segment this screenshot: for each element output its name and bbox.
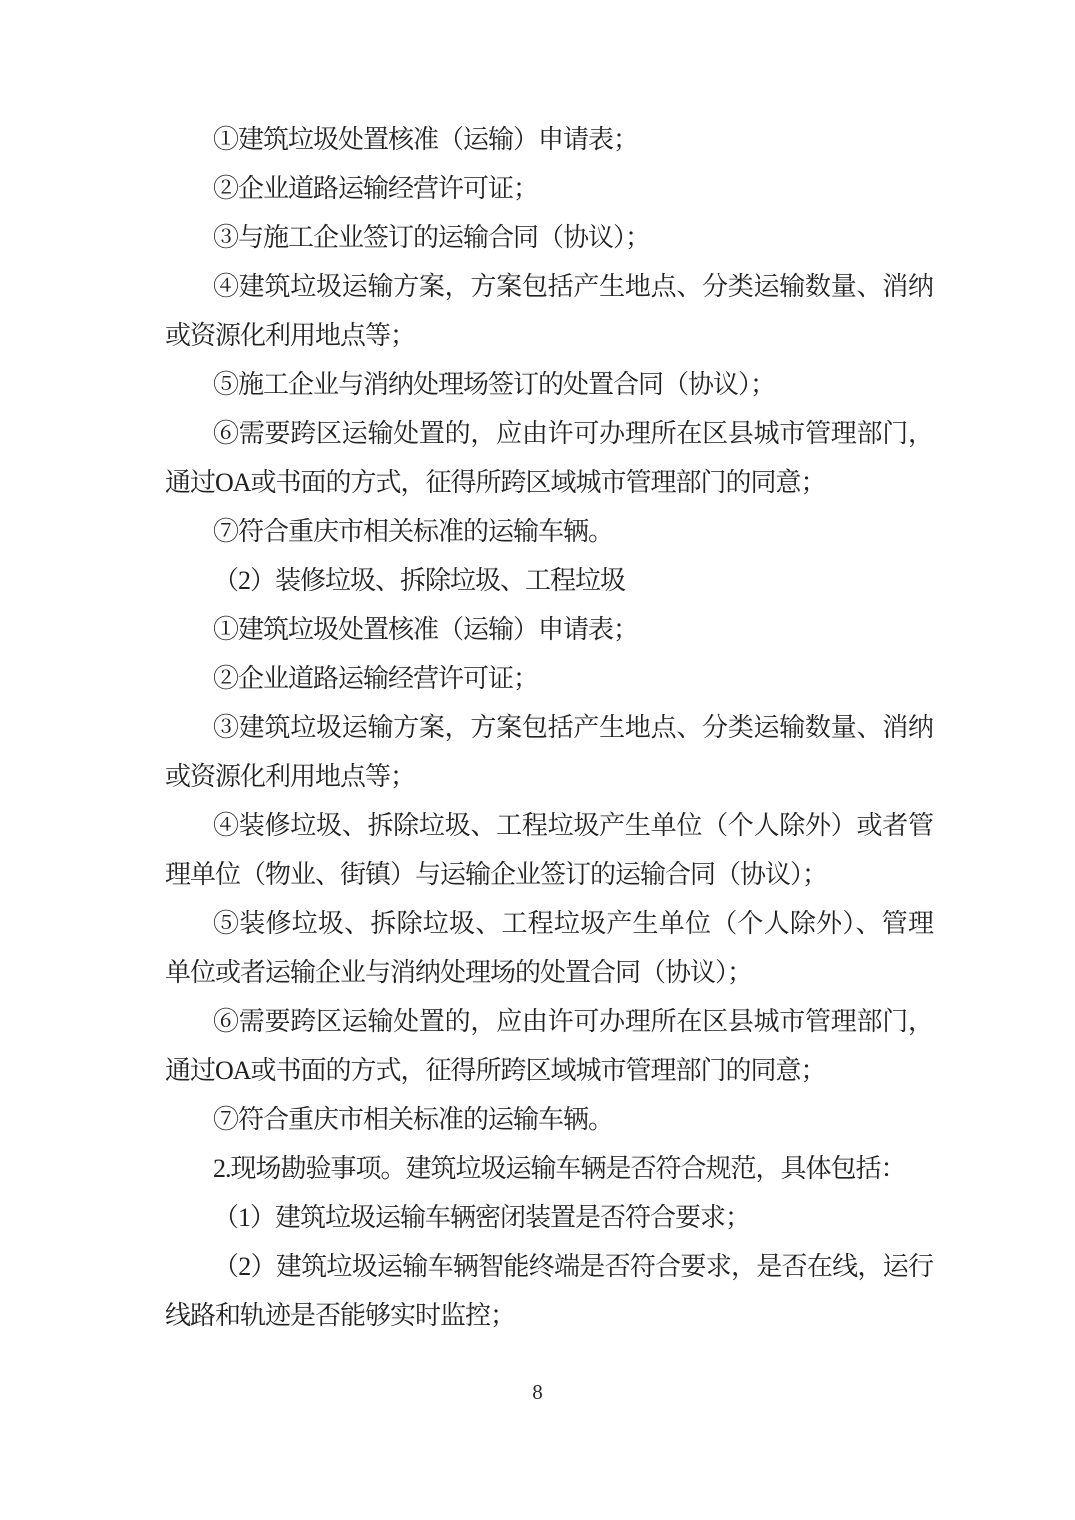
text-line: （2）装修垃圾、拆除垃圾、工程垃圾 [213,566,626,595]
text-line: 2.现场勘验事项。建筑垃圾运输车辆是否符合规范，具体包括： [213,1154,906,1183]
text-line: 或资源化利用地点等； [165,321,416,350]
text-line: 通过OA或书面的方式，征得所跨区域城市管理部门的同意； [165,468,826,497]
text-line: ①建筑垃圾处置核准（运输）申请表； [213,125,639,154]
text-line: （2）建筑垃圾运输车辆智能终端是否符合要求，是否在线，运行 [213,1252,933,1281]
text-line: （1）建筑垃圾运输车辆密闭装置是否符合要求； [213,1203,751,1232]
text-line: ⑤装修垃圾、拆除垃圾、工程垃圾产生单位（个人除外）、管理 [213,909,933,938]
text-line: 通过OA或书面的方式，征得所跨区域城市管理部门的同意； [165,1056,826,1085]
page-number: 8 [532,1380,543,1404]
text-line: ⑦符合重庆市相关标准的运输车辆。 [213,1105,614,1134]
text-line: 线路和轨迹是否能够实时监控； [165,1301,516,1330]
text-line: ⑦符合重庆市相关标准的运输车辆。 [213,517,614,546]
text-line: ①建筑垃圾处置核准（运输）申请表； [213,615,639,644]
text-line: 单位或者运输企业与消纳处理场的处置合同（协议）； [165,958,753,987]
text-line: 或资源化利用地点等； [165,762,416,791]
text-line: ③与施工企业签订的运输合同（协议）； [213,223,651,252]
text-line: 理单位（物业、街镇）与运输企业签订的运输合同（协议）； [165,860,828,889]
text-line: ②企业道路运输经营许可证； [213,174,539,203]
text-line: ③建筑垃圾运输方案，方案包括产生地点、分类运输数量、消纳 [213,713,933,742]
text-line: ④建筑垃圾运输方案，方案包括产生地点、分类运输数量、消纳 [213,272,933,301]
text-line: ⑤施工企业与消纳处理场签订的处置合同（协议）； [213,370,776,399]
text-block [165,115,933,1340]
text-line: ④装修垃圾、拆除垃圾、工程垃圾产生单位（个人除外）或者管 [213,811,933,840]
text-line: ⑥需要跨区运输处置的，应由许可办理所在区县城市管理部门， [213,1007,933,1036]
text-line: ②企业道路运输经营许可证； [213,664,539,693]
text-line: ⑥需要跨区运输处置的，应由许可办理所在区县城市管理部门， [213,419,933,448]
